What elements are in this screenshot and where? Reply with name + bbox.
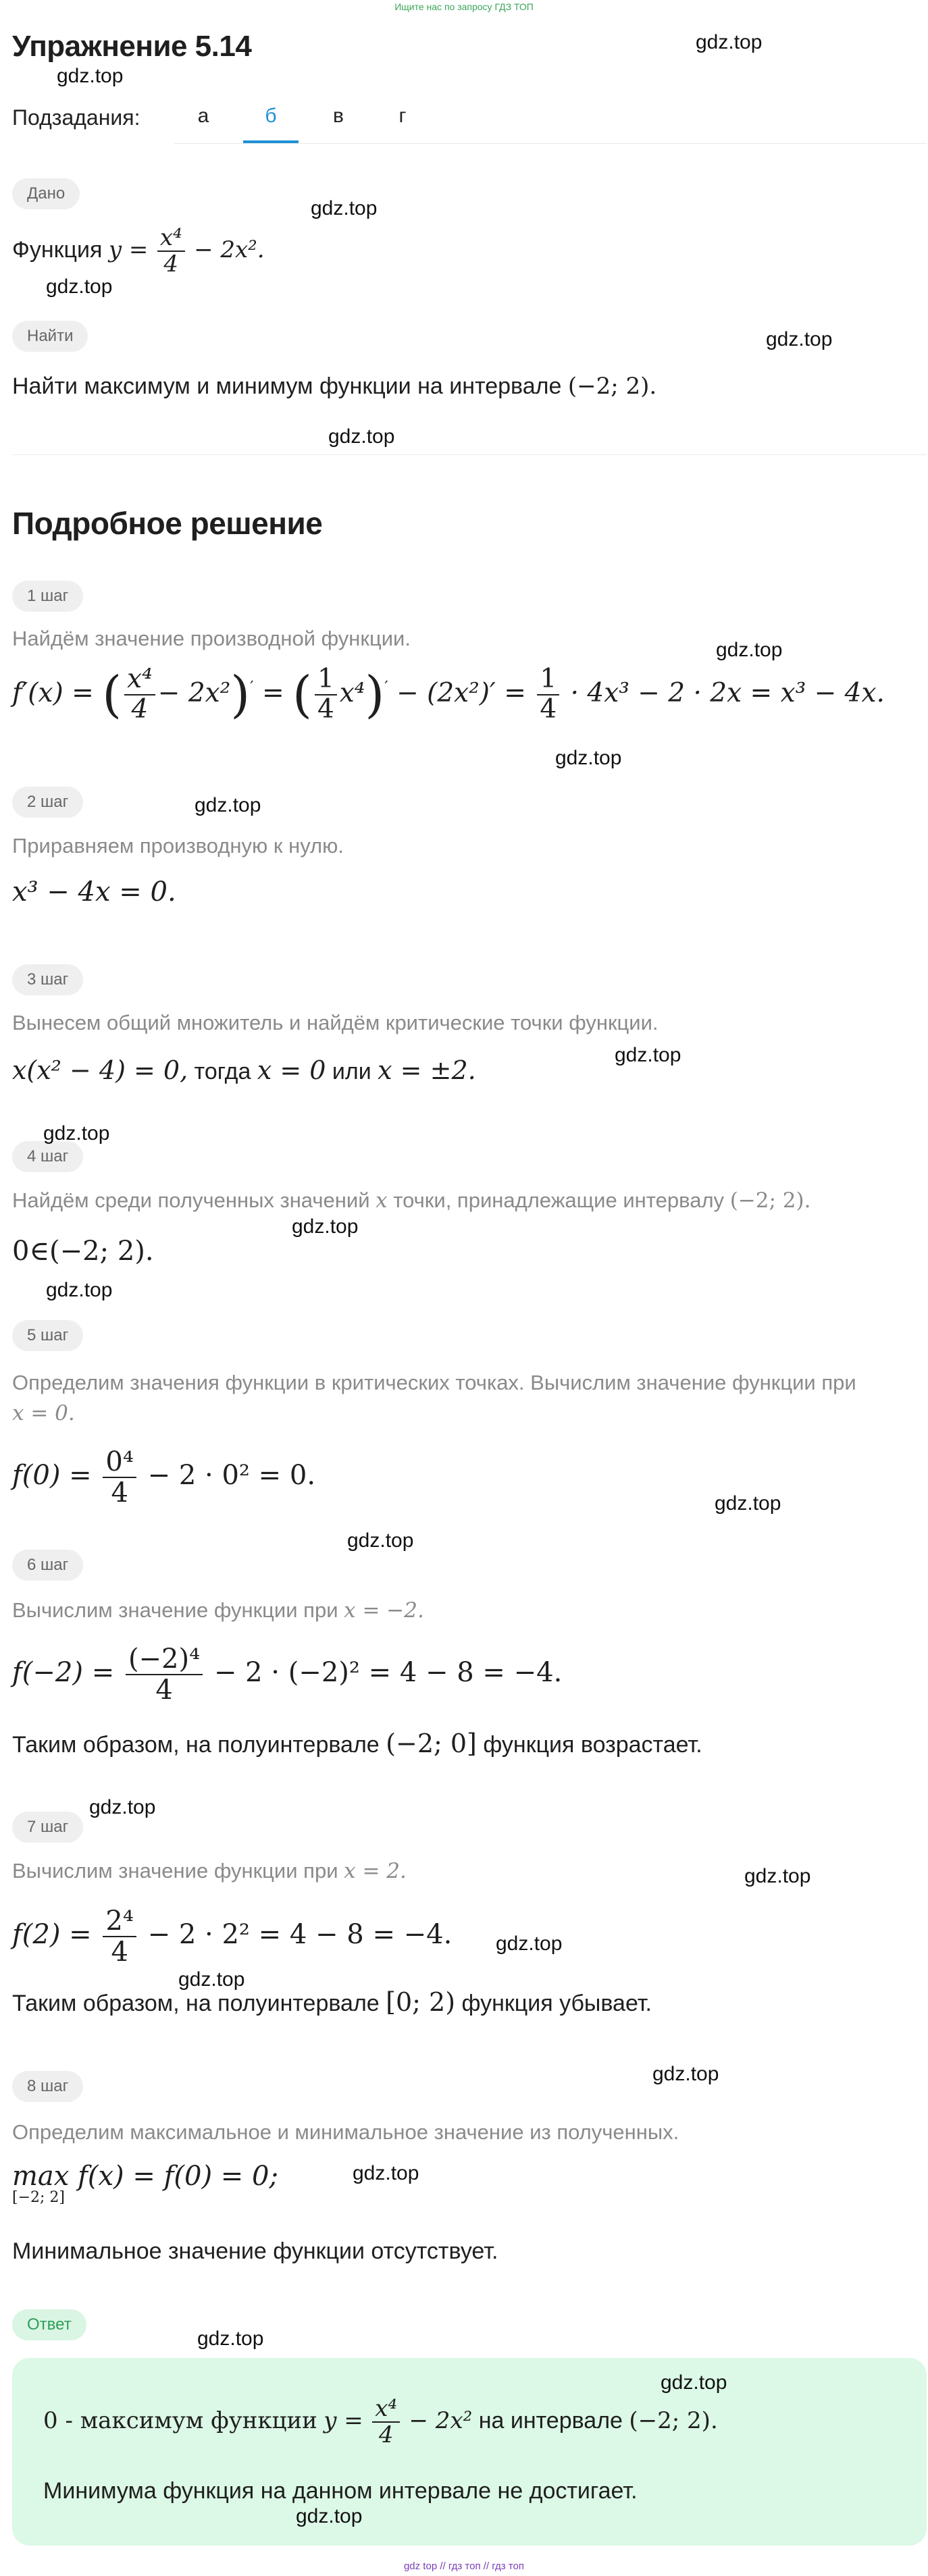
section-divider xyxy=(12,454,927,455)
watermark: gdz.top xyxy=(311,197,378,219)
step-6-pill: 6 шаг xyxy=(12,1550,83,1581)
page-title: Упражнение 5.14 xyxy=(12,30,252,63)
watermark: gdz.top xyxy=(696,31,763,53)
step-1-pill: 1 шаг xyxy=(12,581,83,612)
step-7-text: Вычислим значение функции при x = 2. xyxy=(12,1859,407,1883)
tab-a[interactable]: а xyxy=(197,105,209,127)
step-3-formula: x(x² − 4) = 0, тогда x = 0 или x = ±2. xyxy=(12,1055,476,1085)
watermark: gdz.top xyxy=(496,1933,563,1955)
step-2-pill: 2 шаг xyxy=(12,787,83,818)
subtasks-label: Подзадания: xyxy=(12,105,140,130)
watermark: gdz.top xyxy=(197,2328,264,2350)
step-8-text: Определим максимальное и минимальное значение из полученных. xyxy=(12,2120,679,2144)
watermark: gdz.top xyxy=(43,1122,110,1145)
watermark: gdz.top xyxy=(296,2505,363,2527)
watermark: gdz.top xyxy=(292,1215,359,1238)
step-5-formula: f(0) = $\frac{\text{0⁴}}{4}$ − 2 · 0² = 0. xyxy=(12,1446,316,1508)
top-banner[interactable]: Ищите нас по запросу ГДЗ ТОП xyxy=(394,1,534,12)
find-pill: Найти xyxy=(12,321,88,352)
step-1-formula: f′(x) = ( $\frac{\text{x⁴}}{4}$ − 2x²)′ = ( $\frac{1}{4}$ x⁴)′ − (2x²)′ = $\frac{1}{4}$ · 4x³ − 2 · 2x = x³ − 4x. xyxy=(12,664,885,725)
step-4-text: Найдём среди полученных значений x точки, принадлежащие интервалу (−2; 2). xyxy=(12,1188,811,1213)
find-text: Найти максимум и минимум функции на интервале (−2; 2). xyxy=(12,373,657,400)
tabs-divider xyxy=(174,143,927,144)
watermark: gdz.top xyxy=(347,1529,414,1552)
step-4-formula: 0∈(−2; 2). xyxy=(12,1236,154,1267)
watermark: gdz.top xyxy=(716,639,783,661)
answer-line-2: Минимума функция на данном интервале не достигает. xyxy=(43,2478,638,2504)
step-7-conclusion: Таким образом, на полуинтервале [0; 2) функция убывает. xyxy=(12,1987,652,2017)
step-7-pill: 7 шаг xyxy=(12,1812,83,1843)
step-3-text: Вынесем общий множитель и найдём критические точки функции. xyxy=(12,1011,659,1034)
step-2-formula: x³ − 4x = 0. xyxy=(12,876,176,908)
step-4-pill: 4 шаг xyxy=(12,1141,83,1172)
step-6-text: Вычислим значение функции при x = −2. xyxy=(12,1598,424,1623)
watermark: gdz.top xyxy=(57,65,124,87)
step-5-pill: 5 шаг xyxy=(12,1320,83,1351)
given-text: Функция y = $\frac{\text{x⁴}}{4}$ − 2x². xyxy=(12,224,265,278)
watermark: gdz.top xyxy=(46,1279,113,1301)
watermark: gdz.top xyxy=(715,1492,781,1515)
watermark: gdz.top xyxy=(766,328,833,350)
watermark: gdz.top xyxy=(328,425,395,448)
watermark: gdz.top xyxy=(89,1796,156,1818)
answer-pill: Ответ xyxy=(12,2309,86,2340)
step-5-text2: x = 0. xyxy=(12,1401,75,1425)
watermark: gdz.top xyxy=(744,1865,811,1887)
step-6-formula: f(−2) = $\frac{\text{(−2)⁴}}{4}$ − 2 · (−2)² = 4 − 8 = −4. xyxy=(12,1644,563,1706)
watermark: gdz.top xyxy=(46,275,113,298)
step-1-text: Найдём значение производной функции. xyxy=(12,627,411,650)
tab-b[interactable]: б xyxy=(243,101,299,143)
given-pill: Дано xyxy=(12,178,80,209)
watermark: gdz.top xyxy=(615,1044,681,1066)
watermark: gdz.top xyxy=(661,2371,727,2394)
step-3-pill: 3 шаг xyxy=(12,964,83,995)
step-8-min-text: Минимальное значение функции отсутствует. xyxy=(12,2238,498,2264)
step-7-formula: f(2) = $\frac{\text{2⁴}}{4}$ − 2 · 2² = 4 − 8 = −4. xyxy=(12,1905,453,1968)
step-8-formula: max [−2; 2] f(x) = f(0) = 0; xyxy=(12,2161,278,2206)
step-6-conclusion: Таким образом, на полуинтервале (−2; 0] функция возрастает. xyxy=(12,1729,702,1758)
watermark: gdz.top xyxy=(178,1968,245,1991)
watermark: gdz.top xyxy=(353,2162,419,2184)
watermark: gdz.top xyxy=(555,747,622,769)
tab-v[interactable]: в xyxy=(333,105,344,127)
solution-title: Подробное решение xyxy=(12,506,323,541)
step-8-pill: 8 шаг xyxy=(12,2071,83,2102)
tab-g[interactable]: г xyxy=(398,105,407,127)
answer-line-1: 0 - максимум функции y = $\frac{\text{x⁴}}{4}$ − 2x² на интервале (−2; 2). xyxy=(43,2394,718,2449)
watermark: gdz.top xyxy=(652,2063,719,2085)
step-2-text: Приравняем производную к нулю. xyxy=(12,834,344,858)
step-5-text: Определим значения функции в критических точках. Вычислим значение функции при xyxy=(12,1371,856,1394)
footer-links[interactable]: gdz top // гдз топ // гдз топ xyxy=(403,2560,525,2572)
watermark: gdz.top xyxy=(195,794,261,816)
